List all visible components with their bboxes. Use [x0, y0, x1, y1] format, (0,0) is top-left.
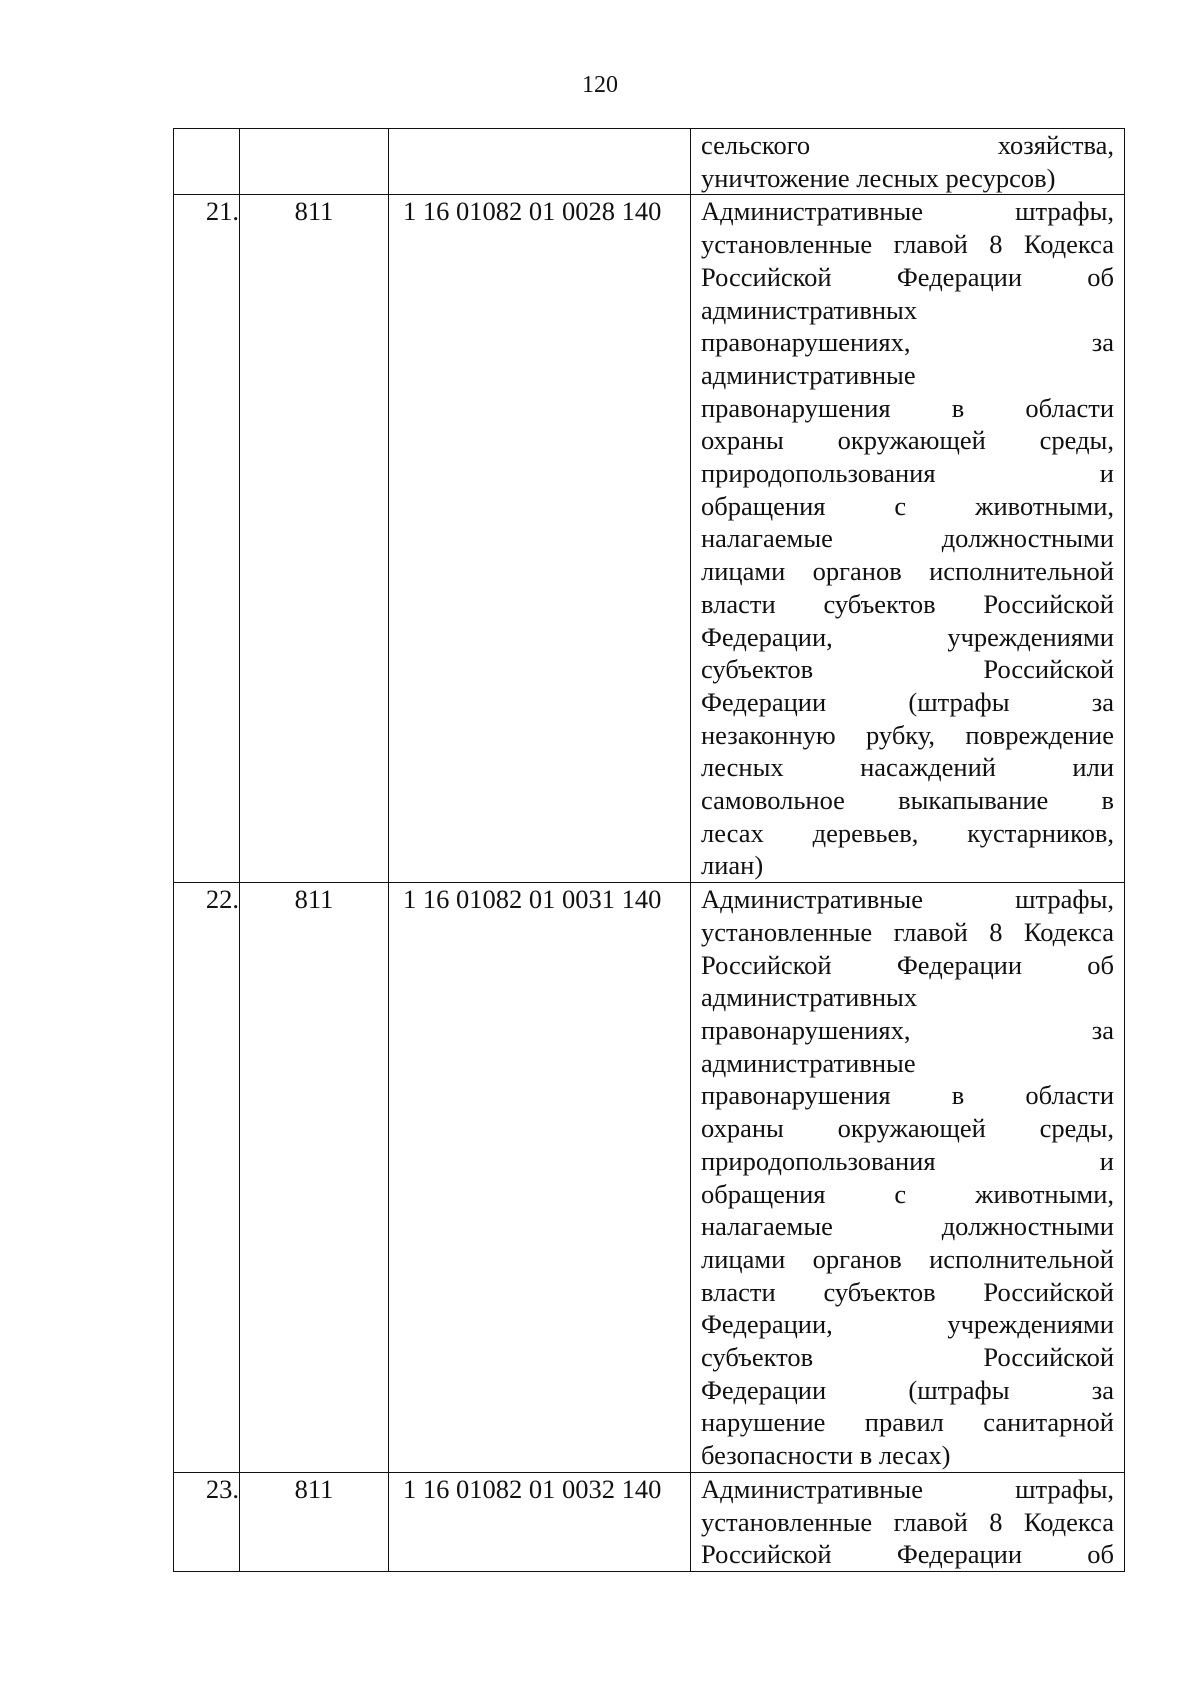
description-text: [701, 1473, 1114, 1571]
description-line: власти субъектов Российской: [701, 588, 1114, 619]
kbk-code-cell: 1 16 01082 01 0031 140: [389, 883, 691, 1473]
row-number-cell: 22.: [174, 883, 240, 1473]
admin-code-cell: 811: [240, 1472, 389, 1571]
description-line: налагаемые должностными: [701, 523, 1114, 554]
description-line: правонарушениях, за: [701, 327, 1114, 358]
description-line: субъектов Российской: [701, 1342, 1114, 1373]
description-line: обращения с животными,: [701, 490, 1114, 521]
description-line: административные: [701, 359, 916, 390]
row-number-cell: 23.: [174, 1472, 240, 1571]
description-line: субъектов Российской: [701, 654, 1114, 685]
description-cell: [691, 129, 1125, 195]
description-line: Российской Федерации об: [701, 949, 1114, 980]
description-line: лицами органов исполнительной: [701, 1243, 1114, 1274]
description-line: административных: [701, 294, 918, 325]
description-line: природопользования и: [701, 1145, 1114, 1176]
description-line: установленные главой 8 Кодекса: [701, 1506, 1114, 1537]
description-line: лицами органов исполнительной: [701, 556, 1114, 587]
description-line: обращения с животными,: [701, 1178, 1114, 1209]
kbk-code-cell: 1 16 01082 01 0032 140: [389, 1472, 691, 1571]
description-line: административные: [701, 1047, 916, 1078]
description-line: власти субъектов Российской: [701, 1276, 1114, 1307]
description-line: незаконную рубку, повреждение: [701, 719, 1114, 750]
description-line: Федерации (штрафы за: [701, 1374, 1114, 1405]
description-line: правонарушения в области: [701, 392, 1114, 423]
description-line: административных: [701, 982, 918, 1013]
description-line: уничтожение лесных ресурсов): [701, 162, 1056, 193]
description-line: правонарушениях, за: [701, 1014, 1114, 1045]
description-text: [701, 129, 1114, 194]
row-number-cell: 21.: [174, 195, 240, 883]
admin-code-cell: 811: [240, 883, 389, 1473]
description-line: охраны окружающей среды,: [701, 425, 1114, 456]
description-line: Федерации (штрафы за: [701, 686, 1114, 717]
table-row: [174, 883, 1125, 1473]
description-line: Федерации, учреждениями: [701, 1309, 1114, 1340]
row-number-cell: [174, 129, 240, 195]
description-cell: [691, 195, 1125, 883]
description-line: Российской Федерации об: [701, 1539, 1114, 1570]
kbk-code-cell: [389, 129, 691, 195]
kbk-code-cell: 1 16 01082 01 0028 140: [389, 195, 691, 883]
description-text: [701, 883, 1114, 1472]
description-line: Административные штрафы,: [701, 1473, 1114, 1504]
description-line: самовольное выкапывание в: [701, 785, 1114, 816]
description-line: природопользования и: [701, 458, 1114, 489]
description-line: налагаемые должностными: [701, 1211, 1114, 1242]
page-number: 120: [582, 72, 618, 98]
description-line: установленные главой 8 Кодекса: [701, 229, 1114, 260]
description-line: нарушение правил санитарной: [701, 1407, 1114, 1438]
table-row: [174, 1472, 1125, 1571]
description-line: лиан): [701, 850, 764, 881]
table-row-continuation: [174, 129, 1125, 195]
description-line: Административные штрафы,: [701, 196, 1114, 227]
description-line: лесных насаждений или: [701, 752, 1114, 783]
description-cell: [691, 883, 1125, 1473]
description-line: лесах деревьев, кустарников,: [701, 817, 1114, 848]
description-line: установленные главой 8 Кодекса: [701, 916, 1114, 947]
description-cell: [691, 1472, 1125, 1571]
budget-codes-table: [173, 128, 1125, 1572]
description-line: безопасности в лесах): [701, 1440, 951, 1471]
description-line: Российской Федерации об: [701, 261, 1114, 292]
description-line: правонарушения в области: [701, 1080, 1114, 1111]
table-body: [174, 129, 1125, 1572]
admin-code-cell: 811: [240, 195, 389, 883]
description-line: сельского хозяйства,: [701, 130, 1114, 160]
description-text: [701, 195, 1114, 882]
description-line: Федерации, учреждениями: [701, 621, 1114, 652]
admin-code-cell: [240, 129, 389, 195]
description-line: охраны окружающей среды,: [701, 1113, 1114, 1144]
description-line: Административные штрафы,: [701, 884, 1114, 915]
table-row: [174, 195, 1125, 883]
